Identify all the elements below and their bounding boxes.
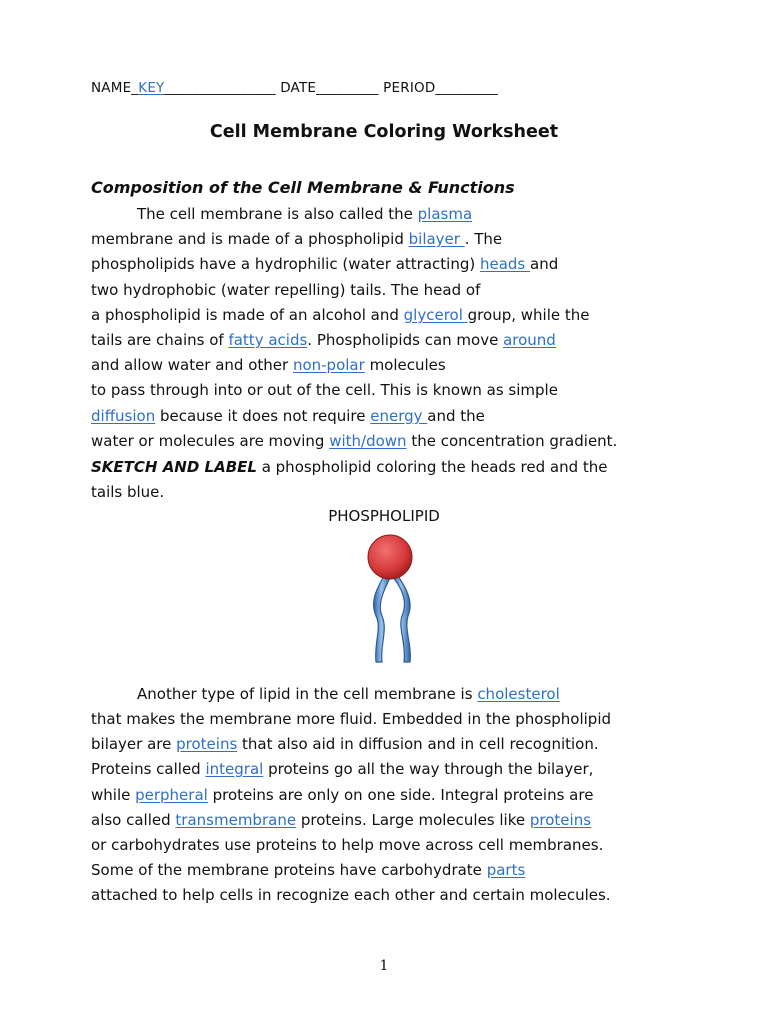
answer-with-down: with/down xyxy=(329,432,407,450)
p1-line-5: a phospholipid is made of an alcohol and glycerol group, while the xyxy=(91,306,590,324)
phospholipid-tail-right xyxy=(392,576,410,662)
p2-line-8: Some of the membrane proteins have carbohydrate parts xyxy=(91,861,526,879)
p2-line-9: attached to help cells in recognize each other and certain molecules. xyxy=(91,886,611,904)
p2-line-7: or carbohydrates use proteins to help move across cell membranes. xyxy=(91,836,604,854)
header-line: NAME_KEY________________ DATE_________ PERIOD_________ xyxy=(91,80,498,96)
answer-around: around xyxy=(503,331,556,349)
p2-line-5: while perpheral proteins are only on one side. Integral proteins are xyxy=(91,786,594,804)
answer-bilayer: bilayer xyxy=(408,230,465,248)
p1-line-12: tails blue. xyxy=(91,483,165,501)
answer-glycerol: glycerol xyxy=(403,306,468,324)
p1-line-3: phospholipids have a hydrophilic (water attracting) heads and xyxy=(91,255,559,273)
p1-line-9: diffusion because it does not require energy and the xyxy=(91,407,485,425)
answer-diffusion: diffusion xyxy=(91,407,156,425)
page-title: Cell Membrane Coloring Worksheet xyxy=(209,122,559,142)
answer-fatty-acids: fatty acids xyxy=(228,331,308,349)
date-field: DATE_________ xyxy=(275,80,379,96)
answer-proteins-2: proteins xyxy=(529,811,592,829)
section-heading: Composition of the Cell Membrane & Functions xyxy=(91,178,515,197)
answer-non-polar: non-polar xyxy=(292,356,365,374)
answer-parts: parts xyxy=(486,861,526,879)
p2-line-2: that makes the membrane more fluid. Embedded in the phospholipid xyxy=(91,710,612,728)
p1-line-1: The cell membrane is also called the plasma xyxy=(137,205,473,223)
p1-line-6: tails are chains of fatty acids. Phospholipids can move around xyxy=(91,331,556,349)
phospholipid-tail-left xyxy=(374,576,390,662)
answer-integral: integral xyxy=(205,760,264,778)
answer-energy: energy xyxy=(370,407,428,425)
phospholipid-head xyxy=(368,535,412,579)
p1-line-4: two hydrophobic (water repelling) tails. The head of xyxy=(91,281,481,299)
answer-transmembrane: transmembrane xyxy=(175,811,297,829)
p1-line-8: to pass through into or out of the cell. This is known as simple xyxy=(91,381,558,399)
sketch-instruction: SKETCH AND LABEL xyxy=(91,458,257,476)
p2-line-4: Proteins called integral proteins go all the way through the bilayer, xyxy=(91,760,594,778)
p1-line-11: SKETCH AND LABEL a phospholipid coloring the heads red and the xyxy=(91,458,608,476)
p1-line-7: and allow water and other non-polar molecules xyxy=(91,356,446,374)
phospholipid-illustration xyxy=(340,532,440,682)
answer-plasma: plasma xyxy=(417,205,473,223)
p2-line-3: bilayer are proteins that also aid in diffusion and in cell recognition. xyxy=(91,735,599,753)
answer-heads: heads xyxy=(479,255,531,273)
p2-line-6: also called transmembrane proteins. Large molecules like proteins xyxy=(91,811,592,829)
illustration-label: PHOSPHOLIPID xyxy=(328,507,440,525)
answer-proteins: proteins xyxy=(176,735,238,753)
p2-line-1: Another type of lipid in the cell membrane is cholesterol xyxy=(137,685,560,703)
p1-line-2: membrane and is made of a phospholipid bilayer . The xyxy=(91,230,503,248)
name-answer: KEY xyxy=(138,80,165,96)
answer-perpheral: perpheral xyxy=(135,786,208,804)
period-field: PERIOD_________ xyxy=(378,80,498,96)
answer-cholesterol: cholesterol xyxy=(477,685,560,703)
page-number: 1 xyxy=(379,958,389,974)
p1-line-10: water or molecules are moving with/down the concentration gradient. xyxy=(91,432,618,450)
